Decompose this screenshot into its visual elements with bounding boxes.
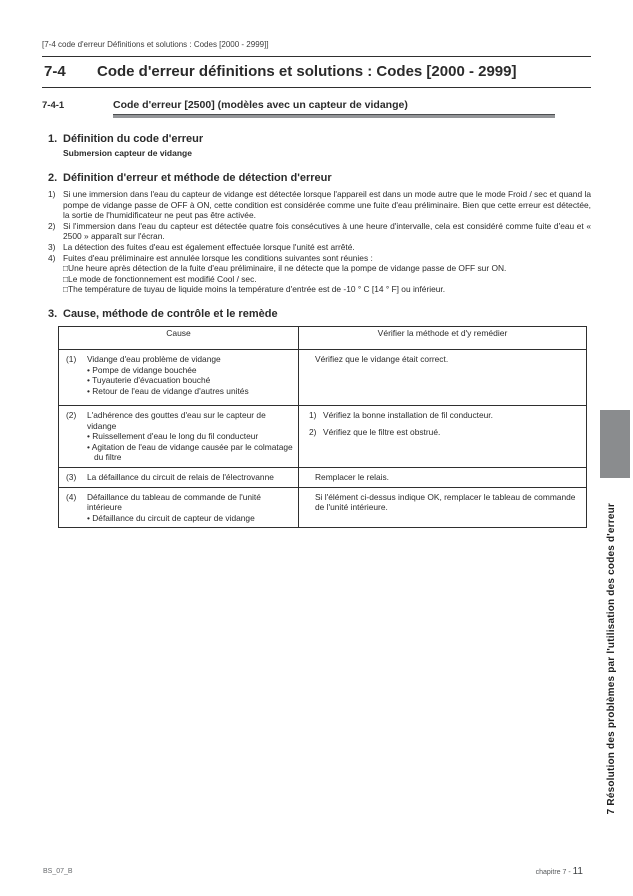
cause-bullet: • Agitation de l'eau de vidange causée par le colmatage du filtre: [87, 441, 293, 463]
subsection-number: 7-4-1: [42, 100, 65, 111]
heading-definition-code: 1. Définition du code d'erreur: [48, 133, 204, 145]
section-title: [42, 57, 591, 87]
remedy-text: Si l'élément ci-dessus indique OK, remplacer le tableau de commande de l'unité intérieure.: [315, 491, 576, 513]
cause-number: (1): [66, 353, 77, 364]
cause-text: L'adhérence des gouttes d'eau sur le capteur de vidange: [87, 409, 266, 431]
cause-bullet: • Tuyauterie d'évacuation bouché: [87, 375, 211, 386]
table-row: [59, 349, 587, 405]
heading-cause-remedy: 3. Cause, méthode de contrôle et le remède: [48, 307, 278, 320]
section-title-text: Code d'erreur définitions et solutions : Codes [2000 - 2999]: [97, 63, 517, 80]
subsection-title-block: [113, 99, 555, 118]
document-code: BS_07_B: [43, 868, 73, 875]
column-header-cause: Cause: [59, 326, 299, 349]
cause-bullet: • Ruissellement d'eau le long du fil conducteur: [87, 431, 259, 442]
remedy-step: 2) Vérifiez que le filtre est obstrué.: [309, 426, 441, 437]
running-header: [7-4 code d'erreur Définitions et solutions : Codes [2000 - 2999]]: [42, 40, 269, 49]
table-row: [59, 405, 587, 467]
table-row: [59, 487, 587, 528]
table-row: [59, 467, 587, 487]
list-item: 1) Si une immersion dans l'eau du capteur de vidange est détectée lorsque l'appareil est dans un mode autre que le mode Froid / sec et quand la pompe de vidange passe de OFF à ON, cette condition est considérée comme une fuite d'eau préliminaire. Bien que cette erreur est détectée, la sortie de l'humidificateur ne peut pas être activée.: [48, 189, 591, 221]
section-title-number: 7-4: [44, 63, 66, 80]
cause-number: (4): [66, 491, 77, 502]
cause-number: (3): [66, 471, 77, 482]
cause-number: (2): [66, 409, 77, 420]
heading-detection-method-text: Définition d'erreur et méthode de détection d'erreur: [63, 172, 332, 184]
heading-cause-remedy-text: Cause, méthode de contrôle et le remède: [63, 307, 278, 320]
list-item: 2) Si l'immersion dans l'eau du capteur est détectée quatre fois consécutives à une heure d'intervalle, cela est considéré comme fuite d'eau et « 2500 » apparaît sur l'écran.: [48, 220, 591, 242]
subsection-title: [42, 99, 591, 118]
cause-bullet: • Défaillance du circuit de capteur de vidange: [87, 512, 255, 523]
page-content: [42, 40, 591, 528]
remedy-text: Vérifiez que le vidange était correct.: [315, 353, 449, 364]
chapter-vertical-label: 7 Résolution des problèmes par l'utilisation des codes d'erreur: [606, 502, 617, 814]
condition-sublist: [63, 263, 591, 295]
heading-detection-method: 2. Définition d'erreur et méthode de détection d'erreur: [48, 172, 332, 184]
heading-definition-code-text: Définition du code d'erreur: [63, 133, 204, 145]
subsection-title-text: Code d'erreur [2500] (modèles avec un capteur de vidange): [113, 99, 408, 111]
list-item: 3) La détection des fuites d'eau est également effectuée lorsque l'unité est arrêté.: [48, 241, 355, 252]
condition-item: □Une heure après détection de la fuite d'eau préliminaire, il ne détecte que la pompe de vidange passe de OFF sur ON.: [63, 263, 507, 274]
page-number: 11: [572, 866, 583, 877]
page-number-footer: [536, 866, 583, 877]
condition-item: □The température de tuyau de liquide moins la température d'entrée est de -10 ° C [14 ° F] ou inférieur.: [63, 284, 446, 295]
detection-method-list: [42, 189, 591, 295]
cause-bullet: • Retour de l'eau de vidange d'autres unités: [87, 385, 249, 396]
title-rule-bottom: [42, 87, 591, 88]
chapter-tab-marker: [600, 410, 630, 478]
cause-text: La défaillance du circuit de relais de l'électrovanne: [87, 471, 274, 482]
remedy-text: Remplacer le relais.: [315, 471, 390, 482]
chapter-prefix: chapitre 7 -: [535, 869, 573, 876]
condition-item: □Le mode de fonctionnement est modifié Cool / sec.: [63, 273, 257, 284]
table-header-row: [59, 326, 587, 349]
cause-text: Vidange d'eau problème de vidange: [87, 353, 221, 364]
error-code-definition: Submersion capteur de vidange: [63, 148, 192, 158]
remedy-step: 1) Vérifiez la bonne installation de fil conducteur.: [309, 409, 493, 420]
subsection-underline: [113, 114, 555, 118]
list-item: 4) Fuites d'eau préliminaire est annulée lorsque les conditions suivantes sont réunies :: [48, 252, 373, 263]
column-header-remedy: Vérifier la méthode et d'y remédier: [299, 326, 587, 349]
cause-text: Défaillance du tableau de commande de l'unité intérieure: [87, 491, 261, 513]
cause-remedy-table: [58, 326, 587, 528]
cause-bullet: • Pompe de vidange bouchée: [87, 364, 197, 375]
